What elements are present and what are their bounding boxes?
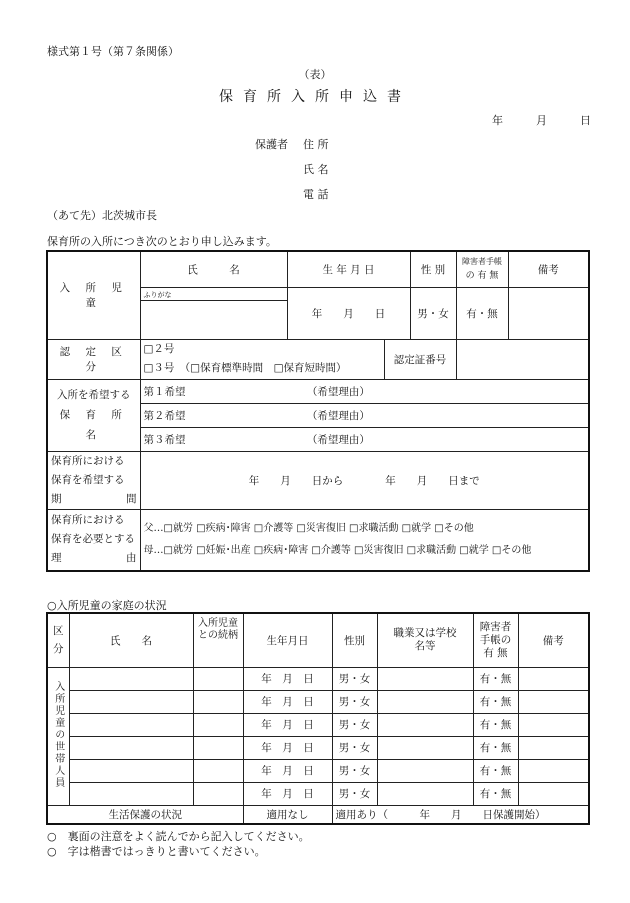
dob-field[interactable]: 年 月 日 [287, 287, 410, 339]
cert-number-label: 認定証番号 [384, 339, 456, 379]
cert-label: 認 定 区 分 [47, 339, 140, 379]
guardian-label: 保護者 [255, 138, 288, 151]
desired-nursery-label: 入所を希望する 保 育 所 名 [47, 379, 140, 451]
dob-header: 生 年 月 日 [287, 251, 410, 287]
member-remarks-6[interactable] [518, 782, 589, 805]
name-label: 氏 名 [303, 163, 329, 176]
member-dob-6[interactable]: 年 月 日 [243, 782, 332, 805]
household-side-label: 入所児童の世帯人員 [47, 667, 69, 805]
wish-row-3[interactable]: 第３希望 （希望理由） [140, 427, 589, 451]
member-name-4[interactable] [69, 736, 193, 759]
member-dob-4[interactable]: 年 月 日 [243, 736, 332, 759]
month-label: 月 [536, 114, 547, 127]
member-dob-2[interactable]: 年 月 日 [243, 690, 332, 713]
member-sex-2[interactable]: 男・女 [332, 690, 377, 713]
disability-header: 障害者手帳 の 有 無 [456, 251, 508, 287]
disability-field[interactable]: 有・無 [456, 287, 508, 339]
member-remarks-3[interactable] [518, 713, 589, 736]
date-field [492, 112, 591, 128]
member-name-1[interactable] [69, 667, 193, 690]
member-relation-1[interactable] [193, 667, 243, 690]
member-disability-2[interactable]: 有・無 [473, 690, 518, 713]
member-remarks-5[interactable] [518, 759, 589, 782]
member-disability-5[interactable]: 有・無 [473, 759, 518, 782]
mother-reasons: 母…□就労 □妊娠･出産 □疾病･障害 □介護等 □災害復旧 □求職活動 □就学 □その他 [143, 544, 532, 556]
period-field[interactable]: 年 月 日から 年 月 日まで [140, 451, 589, 509]
member-job-6[interactable] [377, 782, 473, 805]
member-job-3[interactable] [377, 713, 473, 736]
intro-text: 保育所の入所につき次のとおり申し込みます。 [47, 235, 277, 248]
member-name-2[interactable] [69, 690, 193, 713]
period-label: 保育所における 保育を希望する 期 間 [47, 451, 140, 509]
addressee: （あて先）北茨城市長 [47, 209, 157, 222]
col-disability: 障害者手帳の有 無 [473, 613, 518, 667]
member-remarks-4[interactable] [518, 736, 589, 759]
member-name-6[interactable] [69, 782, 193, 805]
member-sex-4[interactable]: 男・女 [332, 736, 377, 759]
member-sex-1[interactable]: 男・女 [332, 667, 377, 690]
member-name-3[interactable] [69, 713, 193, 736]
welfare-label: 生活保護の状況 [47, 805, 243, 824]
sex-header: 性 別 [410, 251, 456, 287]
member-relation-2[interactable] [193, 690, 243, 713]
col-sex: 性別 [332, 613, 377, 667]
col-kubun: 区分 [47, 613, 69, 667]
child-name-field[interactable] [140, 300, 287, 339]
member-remarks-1[interactable] [518, 667, 589, 690]
sex-field[interactable]: 男・女 [410, 287, 456, 339]
member-disability-6[interactable]: 有・無 [473, 782, 518, 805]
welfare-none[interactable]: 適用なし [243, 805, 332, 824]
member-job-4[interactable] [377, 736, 473, 759]
col-relation: 入所児童との続柄 [193, 613, 243, 667]
member-disability-3[interactable]: 有・無 [473, 713, 518, 736]
note-2: ○ 字は楷書ではっきりと書いてください。 [47, 845, 266, 858]
member-relation-4[interactable] [193, 736, 243, 759]
member-job-5[interactable] [377, 759, 473, 782]
family-table [46, 612, 590, 825]
day-label: 日 [580, 114, 591, 127]
remarks-field[interactable] [508, 287, 589, 339]
family-heading: ○入所児童の家庭の状況 [47, 599, 167, 612]
member-job-2[interactable] [377, 690, 473, 713]
member-dob-3[interactable]: 年 月 日 [243, 713, 332, 736]
year-label: 年 [492, 114, 503, 127]
member-job-1[interactable] [377, 667, 473, 690]
application-table [46, 250, 590, 572]
member-remarks-2[interactable] [518, 690, 589, 713]
note-1: ○ 裏面の注意をよく読んでから記入してください。 [47, 830, 310, 843]
cert-options[interactable]: □２号 □３号 （□保育標準時間 □保育短時間） [140, 339, 384, 379]
form-number: 様式第１号（第７条関係） [47, 45, 179, 58]
member-disability-4[interactable]: 有・無 [473, 736, 518, 759]
cert-number-field[interactable] [456, 339, 589, 379]
member-sex-3[interactable]: 男・女 [332, 713, 377, 736]
member-relation-6[interactable] [193, 782, 243, 805]
child-label: 入 所 児 童 [47, 251, 140, 339]
name-header: 氏 名 [140, 251, 287, 287]
phone-label: 電 話 [303, 188, 329, 201]
member-dob-5[interactable]: 年 月 日 [243, 759, 332, 782]
col-job: 職業又は学校名等 [377, 613, 473, 667]
wish-row-2[interactable]: 第２希望 （希望理由） [140, 403, 589, 427]
remarks-header: 備考 [508, 251, 589, 287]
address-label: 住 所 [303, 138, 329, 151]
welfare-yes[interactable]: 適用あり（ 年 月 日保護開始） [332, 805, 589, 824]
member-relation-5[interactable] [193, 759, 243, 782]
form-title: 保育所入所申込書 [219, 89, 411, 105]
reason-options[interactable] [140, 509, 589, 571]
furigana-field[interactable]: ふりがな [140, 287, 287, 300]
member-name-5[interactable] [69, 759, 193, 782]
member-sex-6[interactable]: 男・女 [332, 782, 377, 805]
col-dob: 生年月日 [243, 613, 332, 667]
father-reasons: 父…□就労 □疾病･障害 □介護等 □災害復旧 □求職活動 □就学 □その他 [143, 522, 474, 534]
member-dob-1[interactable]: 年 月 日 [243, 667, 332, 690]
member-disability-1[interactable]: 有・無 [473, 667, 518, 690]
col-name: 氏 名 [69, 613, 193, 667]
reason-label: 保育所における 保育を必要とする 理 由 [47, 509, 140, 571]
member-relation-3[interactable] [193, 713, 243, 736]
wish-row-1[interactable]: 第１希望 （希望理由） [140, 379, 589, 403]
col-remarks: 備考 [518, 613, 589, 667]
front-side-label: （表） [298, 68, 332, 81]
member-sex-5[interactable]: 男・女 [332, 759, 377, 782]
